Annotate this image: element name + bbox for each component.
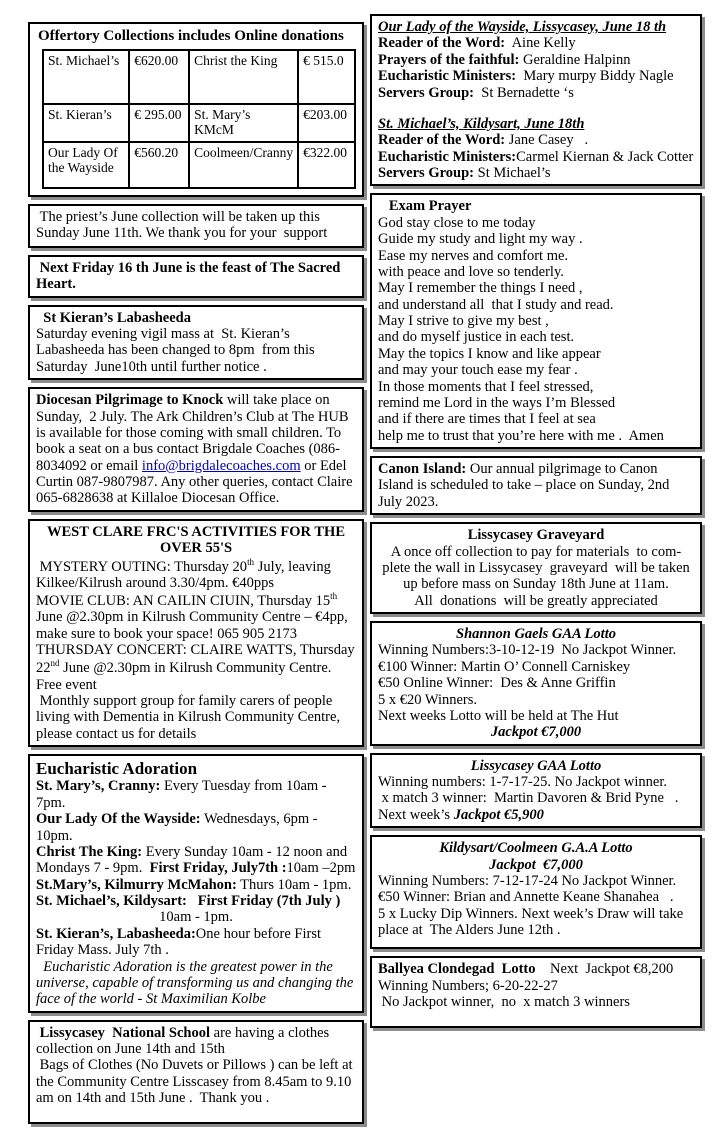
- text-run: or Edel Curtin 087-9807987. Any other queries, contact Claire 065-6828638 at Killaloe Diocesan Office.: [36, 457, 357, 507]
- prayer-line: [378, 297, 694, 313]
- wayside-ministers: [378, 68, 694, 84]
- adoration-kilmurry: [36, 877, 356, 893]
- table-cell-amount: €322.00: [298, 142, 355, 188]
- text-run: St Kieran’s Labasheeda: [36, 309, 191, 326]
- text-run: Winning Numbers: 7-12-17-24 No Jackpot Winner.: [378, 872, 677, 889]
- text-run: First Friday, July7th :: [149, 860, 287, 877]
- frc-concert: [36, 642, 359, 693]
- section-kildysart-coolmeen-lotto: [370, 835, 702, 949]
- section-canon-island: [370, 456, 702, 515]
- text-run: Servers Group:: [378, 165, 474, 181]
- text-run: Exam Prayer: [378, 198, 472, 215]
- right-column: [370, 0, 702, 1035]
- section-lissycasey-gaa-lotto: [370, 753, 702, 829]
- kildysart-lucky-dip: [378, 906, 694, 939]
- prayer-line: [378, 428, 694, 444]
- email-link[interactable]: info@brigdalecoaches.com: [141, 457, 301, 474]
- text-run: will take place on Sunday, 2 July. The Ark Children’s Club at The HUB is available for those coming with small children. To book a seat on a bus contact Brigdale Coaches (086-8034092 or email: [36, 392, 353, 474]
- text-run: Winning Numbers; 6-20-22-27: [378, 977, 558, 994]
- kildysart-lotto-heading: [378, 840, 694, 856]
- adoration-labasheeda: [36, 926, 356, 959]
- kildysart-50-winner: [378, 889, 694, 905]
- adoration-kildysart-time: [36, 909, 356, 925]
- text-run: 5 x Lucky Dip Winners. Next week’s Draw will take place at The Alders June 12th .: [378, 905, 687, 938]
- section-lissycasey-graveyard: [370, 522, 702, 614]
- wayside-mass-heading: [378, 19, 694, 35]
- adoration-cranny: [36, 778, 356, 811]
- text-run: July, leaving Kilkee/Kilrush around 3.30/4pm. €40pps: [36, 558, 335, 591]
- table-cell-amount: €620.00: [129, 50, 189, 104]
- text-run: Our Lady Of the Wayside:: [36, 811, 201, 828]
- text-run: 10am - 1pm.: [159, 909, 233, 926]
- section-exam-prayer: [370, 193, 702, 449]
- text-run: remind me Lord in the ways I’m Blessed: [378, 394, 616, 411]
- priest-collection-text: [36, 209, 356, 242]
- text-run: Our Lady of the Wayside, Lissycasey, June 18 th: [378, 19, 667, 35]
- graveyard-line: [378, 576, 694, 592]
- offertory-title: Offertory Collections includes Online donations: [38, 28, 344, 44]
- text-run: Next week’s: [378, 806, 454, 823]
- text-run: up before mass on Sunday 18th June at 11am.: [403, 576, 669, 593]
- prayer-line: [378, 248, 694, 264]
- text-run: Diocesan Pilgrimage to Knock: [36, 392, 224, 409]
- lissycasey-match3: [378, 790, 694, 806]
- section-shannon-gaels-lotto: [370, 621, 702, 746]
- kildysart-ministers: [378, 149, 694, 165]
- text-run: MOVIE CLUB: AN CAILIN CIUIN, Thursday 15: [36, 592, 331, 609]
- text-run: May the topics I know and like appear: [378, 345, 601, 362]
- text-run: In those moments that I feel stressed,: [378, 378, 594, 395]
- text-run: St Michael’s: [474, 165, 551, 181]
- table-cell-church: Our Lady Of the Wayside: [43, 142, 129, 188]
- knock-text: [36, 392, 356, 507]
- text-run: Shannon Gaels GAA Lotto: [456, 626, 616, 642]
- text-run: WEST CLARE FRC'S ACTIVITIES FOR THE OVER 55'S: [46, 523, 349, 557]
- shannon-50-winner: [378, 675, 694, 691]
- section-priest-collection: [28, 204, 364, 248]
- text-run: are having a clothes collection on June 14th and 15th: [36, 1024, 333, 1057]
- text-run: Mary murpy Biddy Nagle: [516, 68, 674, 85]
- text-run: Ease my nerves and comfort me.: [378, 247, 569, 264]
- text-run: June @2.30pm in Kilrush Community Centre – €4pp, make sure to book your space! 065 905 2173: [36, 592, 352, 642]
- section-offertory-collections: [28, 22, 364, 197]
- text-run: Winning Numbers:3-10-12-19 No Jackpot Winner.: [378, 642, 677, 659]
- frc-mystery-outing: [36, 557, 356, 592]
- adoration-quote: [36, 959, 356, 1008]
- ballyea-lotto-heading: [378, 961, 694, 977]
- exam-prayer-heading: [378, 198, 694, 214]
- text-run: Saturday evening vigil mass at St. Kieran’s Labasheeda has been changed to 8pm from this Saturday June10th until further notice .: [36, 326, 319, 375]
- section-eucharistic-adoration: [28, 754, 364, 1012]
- prayer-line: [378, 395, 694, 411]
- shannon-jackpot: [378, 724, 694, 740]
- text-run: Prayers of the faithful:: [378, 51, 520, 68]
- text-run: Ballyea Clondegad Lotto: [378, 961, 536, 978]
- school-text-2: [36, 1057, 356, 1106]
- text-run: 10am –2pm: [286, 860, 356, 877]
- text-run: th: [247, 556, 255, 567]
- adoration-wayside: [36, 811, 356, 844]
- text-run: Every Tuesday from 10am - 7pm.: [36, 778, 331, 811]
- shannon-winning-numbers: [378, 642, 694, 658]
- text-run: Christ The King:: [36, 843, 143, 860]
- kildysart-lotto-jackpot: [378, 857, 694, 873]
- text-run: Jane Casey .: [505, 132, 589, 149]
- section-mass-ministries: [370, 14, 702, 186]
- text-run: Servers Group:: [378, 84, 474, 101]
- text-run: All donations will be greatly appreciated: [414, 592, 658, 609]
- prayer-line: [378, 215, 694, 231]
- kildysart-mass-heading: [378, 116, 694, 132]
- school-text-1: [36, 1025, 356, 1058]
- text-run: th: [330, 591, 338, 602]
- text-run: Eucharistic Adoration: [36, 759, 198, 779]
- text-run: Wednesdays, 6pm - 10pm.: [36, 811, 322, 844]
- shannon-next-week: [378, 708, 694, 724]
- table-cell-amount: €203.00: [298, 104, 355, 142]
- kildysart-servers: [378, 165, 694, 181]
- table-cell-church: St. Michael’s: [43, 50, 129, 104]
- text-run: 5 x €20 Winners.: [378, 691, 478, 708]
- adoration-heading: [36, 759, 356, 778]
- text-run: St.Mary’s, Kilmurry McMahon:: [36, 876, 237, 893]
- canon-island-text: [378, 461, 694, 510]
- text-run: Aine Kelly: [505, 35, 576, 52]
- text-run: with peace and love so tenderly.: [378, 263, 564, 280]
- text-run: Next Jackpot €8,200: [535, 961, 674, 978]
- text-run: and understand all that I study and read.: [378, 296, 614, 313]
- table-cell-church: Christ the King: [189, 50, 298, 104]
- left-column: [28, 0, 364, 1131]
- labasheeda-text: [36, 326, 356, 375]
- table-row: [43, 142, 355, 188]
- table-cell-amount: € 515.0: [298, 50, 355, 104]
- prayer-line: [378, 313, 694, 329]
- text-run: €50 Winner: Brian and Annette Keane Shanahea .: [378, 889, 674, 906]
- kildysart-reader: [378, 132, 694, 148]
- text-run: Monthly support group for family carers of people living with Dementia in Kilrush Community Centre, please contact us for details: [36, 693, 344, 742]
- text-run: Eucharistic Ministers:: [378, 148, 517, 165]
- text-run: MYSTERY OUTING: Thursday 20: [36, 558, 248, 575]
- spacer: [378, 101, 694, 116]
- text-run: God stay close to me today: [378, 214, 536, 231]
- text-run: A once off collection to pay for materials to com-: [390, 543, 682, 560]
- text-run: Jackpot €7,000: [490, 724, 582, 741]
- text-run: Lissycasey GAA Lotto: [470, 757, 602, 774]
- text-run: St. Mary’s, Cranny:: [36, 778, 161, 795]
- text-run: May I strive to give my best ,: [378, 313, 549, 329]
- text-run: Carmel Kiernan & Jack Cotter: [516, 148, 694, 165]
- text-run: plete the wall in Lissycasey graveyard will be taken: [382, 559, 690, 576]
- text-run: Eucharistic Adoration is the greatest power in the universe, capable of transforming us and changing the face of the world - St Maximilian Kolbe: [36, 958, 357, 1008]
- section-west-clare-frc: [28, 519, 364, 747]
- table-cell-church: St. Kieran’s: [43, 104, 129, 142]
- lissycasey-lotto-heading: [378, 758, 694, 774]
- wayside-reader: [378, 35, 694, 51]
- text-run: Jackpot €7,000: [489, 856, 583, 873]
- text-run: and do myself justice in each test.: [378, 329, 575, 346]
- shannon-100-winner: [378, 659, 694, 675]
- text-run: June @2.30pm in Kilrush Community Centre. Free event: [36, 660, 336, 693]
- text-run: The priest’s June collection will be taken up this Sunday June 11th. We thank you for your support: [36, 208, 328, 242]
- text-run: Canon Island:: [378, 461, 467, 477]
- labasheeda-heading: [36, 310, 356, 326]
- sacred-heart-notice: [36, 260, 356, 293]
- text-run: St. Michael’s, Kildysart: First Friday (7th July ): [36, 893, 341, 909]
- shannon-20-winners: [378, 692, 694, 708]
- text-run: Guide my study and light my way .: [378, 231, 583, 248]
- section-labasheeda-mass: [28, 305, 364, 381]
- text-run: Jackpot €5,900: [453, 806, 544, 823]
- text-run: help me to trust that you’re here with me . Amen: [378, 427, 664, 444]
- prayer-line: [378, 264, 694, 280]
- lissycasey-jackpot: [378, 807, 694, 823]
- prayer-line: [378, 379, 694, 395]
- table-cell-church: St. Mary’s KMcM: [189, 104, 298, 142]
- graveyard-line: [378, 544, 694, 560]
- prayer-line: [378, 362, 694, 378]
- graveyard-line: [378, 593, 694, 609]
- text-run: One hour before First Friday Mass. July 7th .: [36, 925, 325, 959]
- table-row: [43, 50, 355, 104]
- prayer-line: [378, 231, 694, 247]
- prayer-line: [378, 346, 694, 362]
- text-run: Our annual pilgrimage to Canon Island is scheduled to take – place on Sunday, 2nd July 2023.: [378, 461, 674, 510]
- text-run: €100 Winner: Martin O’ Connell Carniskey: [378, 658, 631, 675]
- kildysart-winning-numbers: [378, 873, 694, 889]
- text-run: St Bernadette ‘s: [474, 84, 574, 101]
- section-ballyea-clondegad-lotto: [370, 956, 702, 1028]
- frc-movie-club: [36, 591, 356, 642]
- prayer-line: [378, 329, 694, 345]
- wayside-servers: [378, 85, 694, 101]
- frc-heading: [36, 524, 356, 557]
- ballyea-winning-numbers: [378, 978, 694, 994]
- wayside-prayers: [378, 52, 694, 68]
- offertory-table: [42, 49, 356, 189]
- text-run: Every Sunday 10am - 12 noon and Mondays 7 - 9pm.: [36, 843, 351, 877]
- text-run: St. Kieran’s, Labasheeda:: [36, 925, 196, 942]
- text-run: Next weeks Lotto will be held at The Hut: [378, 707, 619, 724]
- text-run: Reader of the Word:: [378, 35, 506, 52]
- text-run: No Jackpot winner, no x match 3 winners: [378, 993, 630, 1010]
- text-run: Bags of Clothes (No Duvets or Pillows ) can be left at the Community Centre Lisscasey from 8.45am to 9.10 am on 14th and 15th June . Thank you .: [36, 1057, 357, 1107]
- section-knock-pilgrimage: [28, 387, 364, 512]
- graveyard-line: [378, 560, 694, 576]
- text-run: May I remember the things I need ,: [378, 280, 583, 297]
- text-run: Geraldine Halpinn: [519, 51, 631, 68]
- text-run: x match 3 winner: Martin Davoren & Brid Pyne .: [378, 790, 679, 807]
- text-run: Lissycasey Graveyard: [467, 527, 605, 544]
- text-run: Reader of the Word:: [378, 132, 506, 149]
- text-run: Next Friday 16 th June is the feast of The Sacred Heart.: [36, 259, 344, 293]
- text-run: Lissycasey National School: [36, 1024, 211, 1041]
- table-row: [43, 104, 355, 142]
- text-run: €50 Online Winner: Des & Anne Griffin: [378, 675, 616, 692]
- text-run: and if there are times that I feel at sea: [378, 411, 596, 428]
- table-cell-church: Coolmeen/Cranny: [189, 142, 298, 188]
- text-run: and may your touch ease my fear .: [378, 362, 578, 379]
- table-cell-amount: € 295.00: [129, 104, 189, 142]
- adoration-christ-king: [36, 844, 356, 877]
- text-run: Thurs 10am - 1pm.: [236, 876, 352, 893]
- section-sacred-heart-notice: [28, 255, 364, 298]
- section-national-school: [28, 1020, 364, 1124]
- prayer-line: [378, 280, 694, 296]
- shannon-lotto-heading: [378, 626, 694, 642]
- text-run: St. Michael’s, Kildysart, June 18th: [378, 115, 585, 132]
- lissycasey-winning-numbers: [378, 774, 694, 790]
- ballyea-result: [378, 994, 694, 1010]
- prayer-line: [378, 411, 694, 427]
- text-run: THURSDAY CONCERT: CLAIRE WATTS, Thursday 22: [36, 642, 359, 677]
- frc-support-group: [36, 693, 356, 742]
- graveyard-heading: [378, 527, 694, 543]
- text-run: Winning numbers: 1-7-17-25. No Jackpot winner.: [378, 774, 667, 790]
- table-cell-amount: €560.20: [129, 142, 189, 188]
- adoration-kildysart: [36, 893, 356, 909]
- text-run: nd: [50, 658, 60, 669]
- text-run: Kildysart/Coolmeen G.A.A Lotto: [439, 840, 633, 857]
- text-run: Eucharistic Ministers:: [378, 68, 517, 85]
